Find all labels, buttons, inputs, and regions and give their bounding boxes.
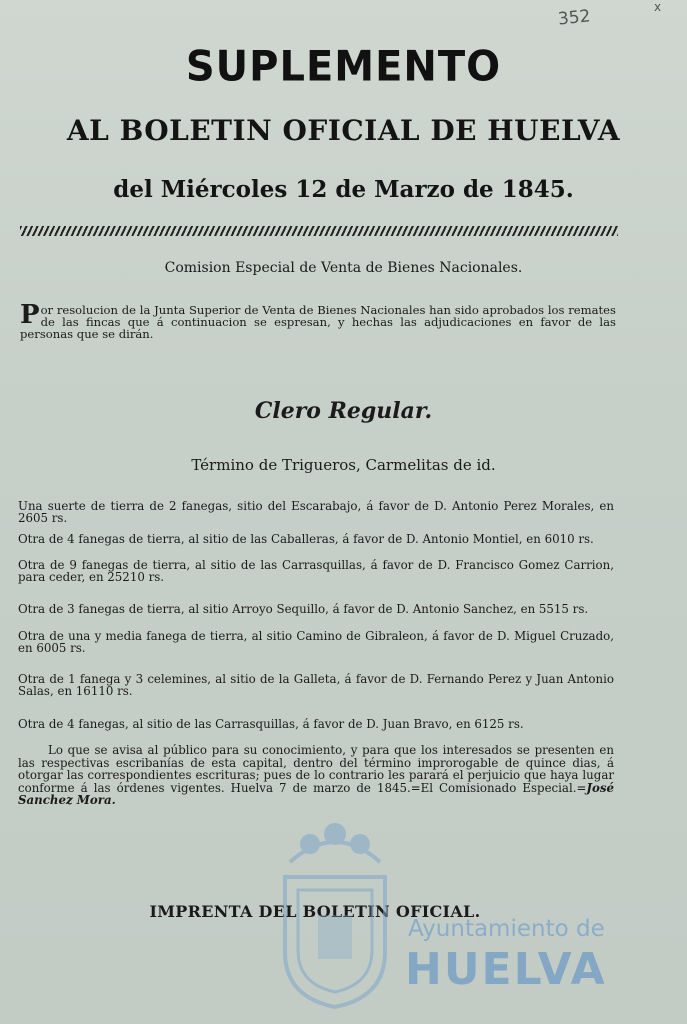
lot-item: Otra de 9 fanegas de tierra, al sitio de las Carrasquillas, á favor de D. Francisco Gomez Carrion, para ceder, en 25210 rs. [18,558,614,584]
page-number-annotation: 352 [557,6,592,30]
signer-name: José Sanchez Mora. [18,780,614,807]
lot-item: Otra de una y media fanega de tierra, al sitio Camino de Gibraleon, á favor de D. Miguel Cruzado, en 6005 rs. [18,629,614,655]
intro-paragraph [20,300,616,341]
lot-item: Otra de 4 fanegas de tierra, al sitio de las Caballeras, á favor de D. Antonio Montiel, en 6010 rs. [18,532,594,546]
section-title: Clero Regular. [254,398,433,424]
lot-item: Una suerte de tierra de 2 fanegas, sitio del Escarabajo, á favor de D. Antonio Perez Morales, en 2605 rs. [18,499,614,525]
coat-of-arms-watermark [270,822,400,1012]
document-subtitle: AL BOLETIN OFICIAL DE HUELVA [66,114,621,147]
watermark-line2: HUELVA [405,944,607,995]
notice-paragraph [18,744,614,807]
corner-mark: x [654,0,662,14]
watermark-line1: Ayuntamiento de [408,916,605,942]
lot-item: Otra de 1 fanega y 3 celemines, al sitio de la Galleta, á favor de D. Fernando Perez y Juan Antonio Salas, en 16110 rs. [18,672,614,698]
document-title: SUPLEMENTO [185,42,502,92]
commission-heading: Comision Especial de Venta de Bienes Nacionales. [164,260,523,276]
lot-item: Otra de 4 fanegas, al sitio de las Carrasquillas, á favor de D. Juan Bravo, en 6125 rs. [18,717,524,731]
document-date: del Miércoles 12 de Marzo de 1845. [113,176,574,203]
drop-cap: P [20,300,40,330]
decorative-rule [20,226,618,236]
subsection-title: Término de Trigueros, Carmelitas de id. [191,456,496,474]
lot-item: Otra de 3 fanegas de tierra, al sitio Arroyo Sequillo, á favor de D. Antonio Sanchez, en 5515 rs. [18,602,589,616]
imprint-line: IMPRENTA DEL BOLETIN OFICIAL. [149,902,481,921]
notice-text: Lo que se avisa al público para su conocimiento, y para que los interesados se presenten en las respectivas escribanías de esta capital, dentro del término improrogable de quince dias, á otorgar las correspondientes escrituras; pues de lo contrario les parará el perjuicio que haya lugar conforme á las órdenes vigentes. Huelva 7 de marzo de 1845.=El Comisionado Especial.= [18,743,614,795]
intro-text: or resolucion de la Junta Superior de Venta de Bienes Nacionales han sido aprobados los remates de las fincas que á continuacion se espresan, y hechas las adjudicaciones en favor de las personas que se dirán. [20,303,616,341]
